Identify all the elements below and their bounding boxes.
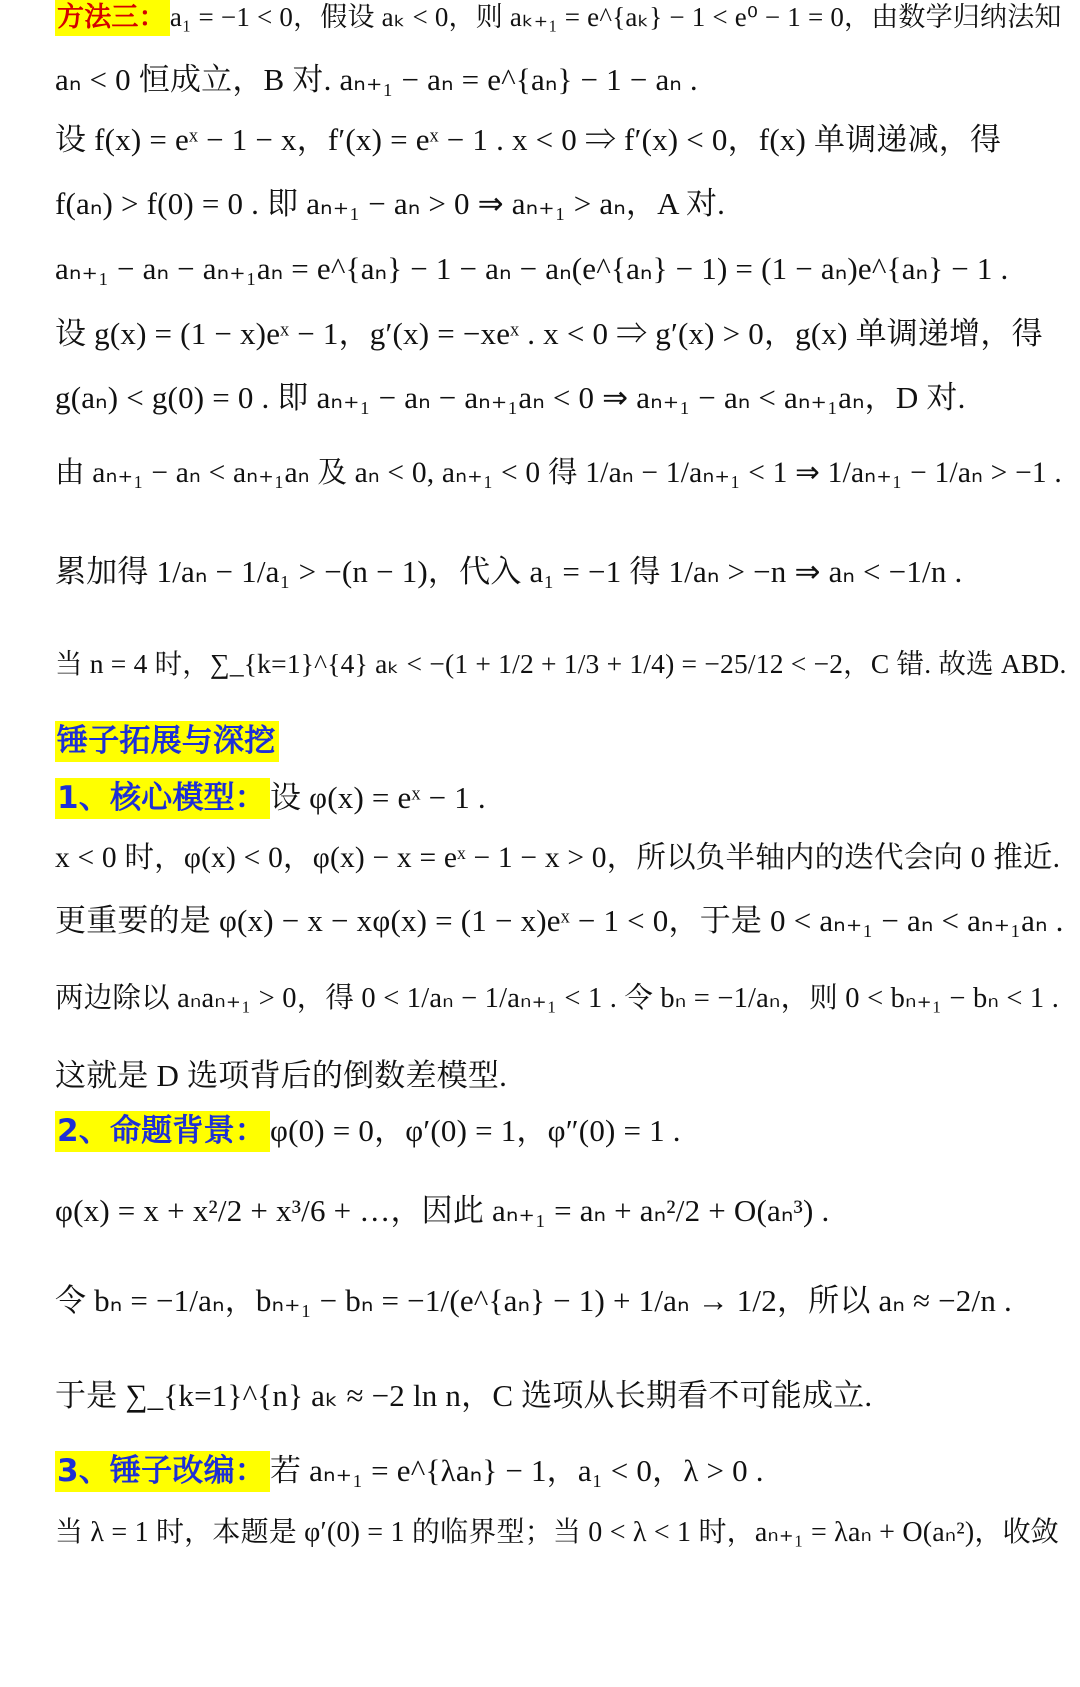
core-model-text: 设 φ(x) = eˣ − 1 . (269, 780, 486, 815)
line-2 (55, 64, 698, 96)
line-15-text: 两边除以 aₙaₙ₊₁ > 0，得 0 < 1/aₙ − 1/aₙ₊₁ < 1 . 令 bₙ = −1/aₙ，则 0 < bₙ₊₁ − bₙ < 1 . (55, 983, 1060, 1014)
line-16-text: 这就是 D 选项背后的倒数差模型. (55, 1058, 508, 1093)
line-9 (55, 556, 962, 588)
line-20 (55, 1380, 872, 1412)
line-6 (55, 318, 1043, 350)
line-19-text: 令 bₙ = −1/aₙ，bₙ₊₁ − bₙ = −1/(e^{aₙ} − 1) + 1/aₙ → 1/2，所以 aₙ ≈ −2/n . (55, 1283, 1012, 1318)
line-8-text: 由 aₙ₊₁ − aₙ < aₙ₊₁aₙ 及 aₙ < 0, aₙ₊₁ < 0 得 1/aₙ − 1/aₙ₊₁ < 1 ⇒ 1/aₙ₊₁ − 1/aₙ > −1 . (55, 457, 1063, 489)
line-14 (55, 905, 1064, 937)
proposition-background-line (55, 1115, 681, 1147)
line-22-text: 当 λ = 1 时，本题是 φ′(0) = 1 的临界型；当 0 < λ < 1 时，aₙ₊₁ = λaₙ + O(aₙ²)，收敛 (55, 1517, 1059, 1548)
line-3-text: 设 f(x) = eˣ − 1 − x，f′(x) = eˣ − 1 . x < 0 ⇒ f′(x) < 0，f(x) 单调递减，得 (55, 122, 1002, 157)
line-13 (55, 843, 1060, 874)
line-22 (55, 1518, 1059, 1547)
line-3 (55, 124, 1001, 156)
core-model-label: 1、核心模型： (55, 778, 270, 819)
line-5-text: aₙ₊₁ − aₙ − aₙ₊₁aₙ = e^{aₙ} − 1 − aₙ − aₙ(e^{aₙ} − 1) = (1 − aₙ)e^{aₙ} − 1 . (55, 251, 1009, 286)
line-9-text: 累加得 1/aₙ − 1/a₁ > −(n − 1)，代入 a₁ = −1 得 1/aₙ > −n ⇒ aₙ < −1/n . (55, 554, 963, 589)
hammer-adaptation-text: 若 aₙ₊₁ = e^{λaₙ} − 1，a₁ < 0，λ > 0 . (269, 1453, 764, 1488)
line-7-text: g(aₙ) < g(0) = 0 . 即 aₙ₊₁ − aₙ − aₙ₊₁aₙ < 0 ⇒ aₙ₊₁ − aₙ < aₙ₊₁aₙ，D 对. (55, 380, 966, 415)
line-14-text: 更重要的是 φ(x) − x − xφ(x) = (1 − x)eˣ − 1 < 0，于是 0 < aₙ₊₁ − aₙ < aₙ₊₁aₙ . (55, 903, 1064, 938)
method-three-line (55, 4, 1062, 31)
line-2-text: aₙ < 0 恒成立，B 对. aₙ₊₁ − aₙ = e^{aₙ} − 1 − aₙ . (55, 62, 698, 97)
proposition-background-label: 2、命题背景： (55, 1111, 270, 1152)
method-three-label: 方法三： (55, 0, 170, 36)
line-16 (55, 1060, 507, 1092)
line-20-text: 于是 ∑_{k=1}^{n} aₖ ≈ −2 ln n，C 选项从长期看不可能成立. (55, 1378, 873, 1413)
line-8 (55, 458, 1062, 489)
hammer-adaptation-line (55, 1455, 764, 1487)
core-model-line (55, 782, 486, 814)
line-18 (55, 1195, 829, 1227)
line-13-text: x < 0 时，φ(x) < 0，φ(x) − x = eˣ − 1 − x > 0，所以负半轴内的迭代会向 0 推近. (55, 842, 1061, 874)
line-6-text: 设 g(x) = (1 − x)eˣ − 1，g′(x) = −xeˣ . x < 0 ⇒ g′(x) > 0，g(x) 单调递增，得 (55, 316, 1043, 351)
line-4 (55, 188, 725, 220)
line-5 (55, 253, 1008, 285)
line-10-text: 当 n = 4 时，∑_{k=1}^{4} aₖ < −(1 + 1/2 + 1/3 + 1/4) = −25/12 < −2，C 错. 故选 ABD. (55, 648, 1067, 679)
line-10 (55, 650, 1067, 679)
proposition-background-text: φ(0) = 0，φ′(0) = 1，φ″(0) = 1 . (269, 1113, 681, 1148)
hammer-adaptation-label: 3、锤子改编： (55, 1451, 270, 1492)
line-7 (55, 382, 966, 414)
section-hammer-extension-label: 锤子拓展与深挖 (55, 721, 279, 762)
line-15 (55, 984, 1059, 1014)
line-18-text: φ(x) = x + x²/2 + x³/6 + …，因此 aₙ₊₁ = aₙ + aₙ²/2 + O(aₙ³) . (55, 1193, 830, 1228)
line-19 (55, 1285, 1012, 1317)
line-4-text: f(aₙ) > f(0) = 0 . 即 aₙ₊₁ − aₙ > 0 ⇒ aₙ₊₁ > aₙ，A 对. (55, 186, 726, 221)
method-three-text: a₁ = −1 < 0，假设 aₖ < 0，则 aₖ₊₁ = e^{aₖ} − 1 < e⁰ − 1 = 0，由数学归纳法知 (169, 2, 1062, 32)
section-hammer-extension (55, 723, 279, 759)
